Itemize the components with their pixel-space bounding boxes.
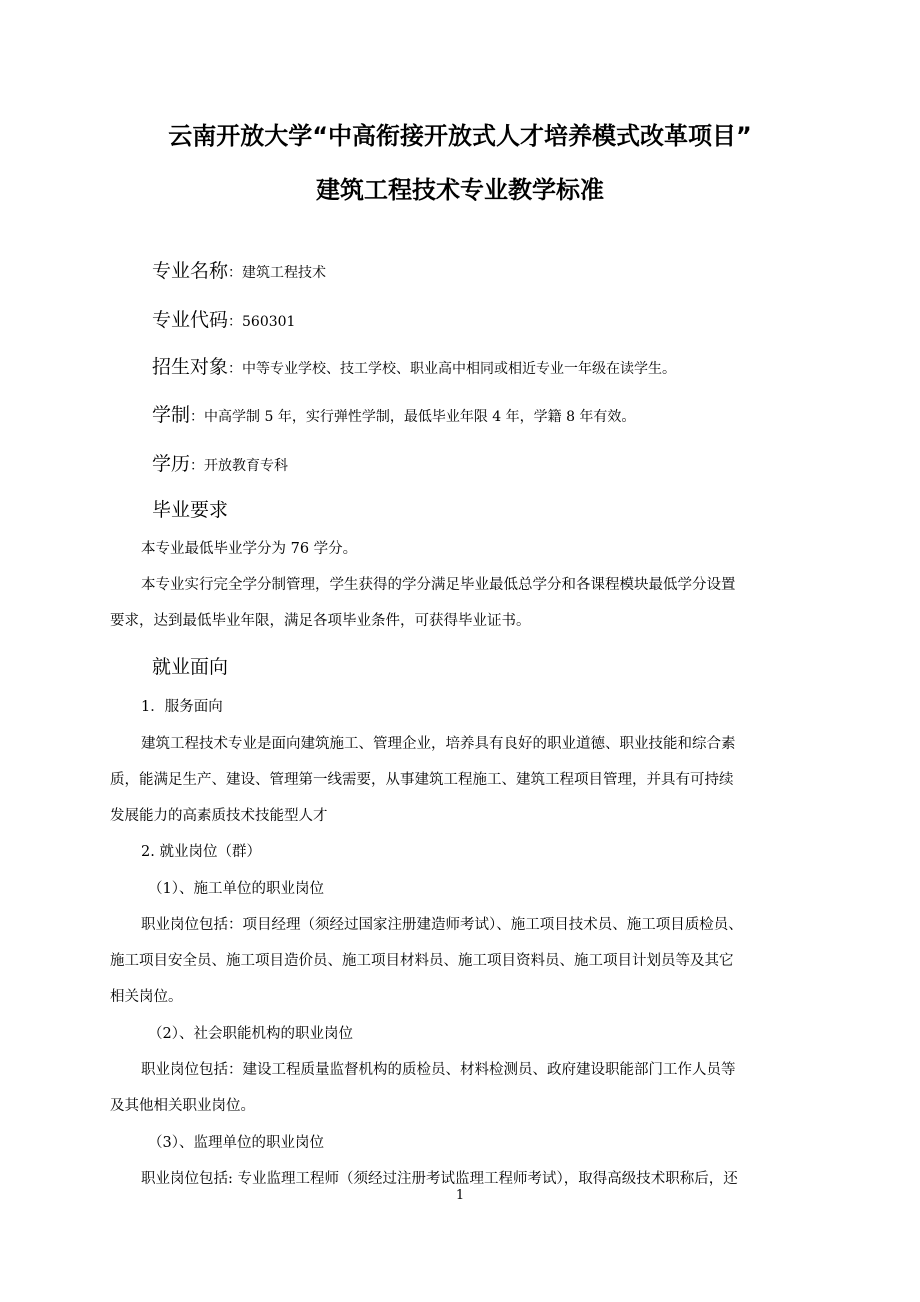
document-subtitle: 建筑工程技术专业教学标准 [316,176,604,204]
field-label: 招生对象 [152,356,229,378]
paragraph-line: 本专业实行完全学分制管理，学生获得的学分满足毕业最低总学分和各课程模块最低学分设置 [141,577,736,593]
field-major-code [152,305,295,332]
paragraph-line: 发展能力的高素质技术技能型人才 [110,808,328,824]
field-value: ：建筑工程技术 [228,265,327,281]
field-major-name [152,256,326,283]
field-label: 学制 [152,404,191,426]
subsection-heading: （2）、社会职能机构的职业岗位 [148,1026,353,1042]
field-value: ：中等专业学校、技工学校、职业高中相同或相近专业一年级在读学生。 [228,361,677,377]
subsection-heading: （3）、监理单位的职业岗位 [148,1135,324,1151]
field-enrollment-target [152,352,676,379]
paragraph-line: 相关岗位。 [110,989,183,1005]
field-value: ：560301 [228,314,296,330]
field-label: 专业名称 [152,260,229,282]
paragraph-line: 职业岗位包括: 专业监理工程师（须经过注册考试监理工程师考试），取得高级技术职称后，还 [141,1171,738,1187]
paragraph-line: 建筑工程技术专业是面向建筑施工、管理企业，培养具有良好的职业道德、职业技能和综合素 [141,736,736,752]
section-heading-employment: 就业面向 [152,656,229,678]
field-degree [152,449,288,476]
subsection-heading: 1．服务面向 [141,699,223,715]
paragraph-line: 及其他相关职业岗位。 [110,1098,255,1114]
paragraph-line: 本专业最低毕业学分为 76 学分。 [141,541,358,557]
paragraph-line: 质，能满足生产、建设、管理第一线需要，从事建筑工程施工、建筑工程项目管理，并具有可持续 [110,772,734,788]
page-number: 1 [455,1188,465,1203]
field-duration [152,400,635,427]
subsection-heading: （1）、施工单位的职业岗位 [148,881,324,897]
section-heading-graduation: 毕业要求 [152,499,229,521]
document-title: 云南开放大学“中高衔接开放式人才培养模式改革项目” [168,122,752,150]
paragraph-line: 职业岗位包括：项目经理（须经过国家注册建造师考试）、施工项目技术员、施工项目质检员、 [141,917,743,933]
subsection-heading: 2. 就业岗位（群） [141,844,261,860]
field-label: 学历 [152,453,191,475]
field-value: ：中高学制 5 年，实行弹性学制，最低毕业年限 4 年，学籍 8 年有效。 [190,409,636,425]
paragraph-line: 施工项目安全员、施工项目造价员、施工项目材料员、施工项目资料员、施工项目计划员等及其它 [110,953,734,969]
field-value: ：开放教育专科 [190,458,289,474]
paragraph-line: 要求，达到最低毕业年限，满足各项毕业条件，可获得毕业证书。 [110,613,531,629]
paragraph-line: 职业岗位包括：建设工程质量监督机构的质检员、材料检测员、政府建设职能部门工作人员等 [141,1062,736,1078]
field-label: 专业代码 [152,309,229,331]
